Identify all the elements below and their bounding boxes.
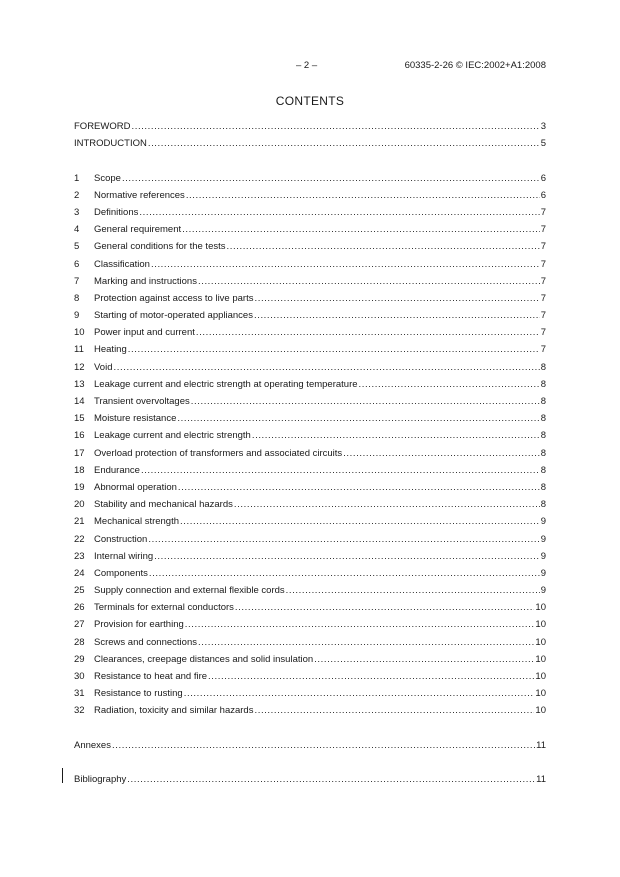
dot-leader (235, 599, 535, 616)
clause-number: 8 (74, 292, 80, 304)
toc-entry-page: 10 (535, 653, 546, 665)
toc-entry-page: 9 (540, 550, 546, 562)
clause-number: 13 (74, 378, 85, 390)
toc-entry-title: Void (94, 361, 113, 373)
toc-entry-title: Overload protection of transformers and associated circuits (94, 447, 343, 459)
dot-leader (343, 445, 540, 462)
toc-entry-title: Abnormal operation (94, 481, 177, 493)
dot-leader (112, 737, 535, 754)
clause-number: 17 (74, 447, 85, 459)
toc-entry-title: Definitions (94, 206, 139, 218)
clause-number: 9 (74, 310, 80, 322)
dot-leader (128, 341, 540, 358)
toc-entry-clause[interactable] (74, 702, 546, 719)
toc-entry-page: 5 (540, 138, 546, 150)
dot-leader (208, 668, 534, 685)
dot-leader (148, 531, 539, 548)
dot-leader (154, 548, 540, 565)
toc-entry-clause[interactable] (74, 462, 546, 479)
toc-entry-title: Starting of motor-operated appliances (94, 310, 253, 322)
clause-number: 2 (74, 189, 80, 201)
toc-entry-page: 8 (540, 361, 546, 373)
dot-leader (254, 307, 540, 324)
dot-leader (196, 324, 540, 341)
dot-leader (149, 565, 540, 582)
clause-number: 22 (74, 533, 85, 545)
toc-entry-clause[interactable] (74, 616, 546, 633)
dot-leader (127, 771, 535, 788)
toc-entry-page: 8 (540, 464, 546, 476)
spacer (74, 754, 546, 771)
spacer (74, 152, 546, 169)
toc-entry-title: Supply connection and external flexible cords (94, 585, 285, 597)
toc-entry-title: Internal wiring (94, 550, 154, 562)
toc-entry-clause[interactable] (74, 565, 546, 582)
clause-number: 6 (74, 258, 80, 270)
clause-number: 11 (74, 344, 84, 356)
toc-entry-clause[interactable] (74, 290, 546, 307)
toc-entry-clause[interactable] (74, 307, 546, 324)
toc-entry-page: 11 (536, 774, 546, 786)
dot-leader (141, 462, 540, 479)
toc-entry-title: Provision for earthing (94, 619, 184, 631)
clause-number: 7 (74, 275, 80, 287)
toc-entry-page: 10 (535, 688, 546, 700)
clause-number: 12 (74, 361, 85, 373)
spacer (74, 720, 546, 737)
toc-entry-clause[interactable] (74, 427, 546, 444)
clause-number: 21 (74, 516, 85, 528)
clause-number: 4 (74, 224, 80, 236)
toc-entry-clause[interactable] (74, 445, 546, 462)
toc-entry-page: 8 (540, 378, 546, 390)
dot-leader (191, 393, 540, 410)
toc-entry-title: Construction (94, 533, 148, 545)
toc-entry-clause[interactable] (74, 634, 546, 651)
toc-entry-title: Leakage current and electric strength (94, 430, 251, 442)
dot-leader (182, 221, 540, 238)
dot-leader (151, 256, 540, 273)
toc-entry-title: Stability and mechanical hazards (94, 499, 233, 511)
table-of-contents (74, 118, 546, 788)
toc-entry-clause[interactable] (74, 531, 546, 548)
dot-leader (114, 359, 540, 376)
standard-reference: 60335-2-26 © IEC:2002+A1:2008 (404, 60, 546, 71)
toc-entry-clause[interactable] (74, 238, 546, 255)
change-bar (62, 768, 63, 783)
dot-leader (122, 170, 540, 187)
toc-entry-page: 7 (540, 258, 546, 270)
toc-entry-title: Moisture resistance (94, 413, 177, 425)
clause-number: 1 (74, 172, 80, 184)
toc-entry-page: 10 (535, 671, 546, 682)
toc-entry-title: Annexes (74, 739, 111, 751)
toc-entry-clause[interactable] (74, 204, 546, 221)
toc-entry-title: Resistance to rusting (94, 688, 183, 700)
dot-leader (131, 118, 539, 135)
toc-entry-clause[interactable] (74, 668, 546, 685)
toc-entry-title: Components (94, 567, 148, 579)
clause-number: 30 (74, 671, 85, 682)
toc-entry-page: 8 (540, 481, 546, 493)
toc-entry-page: 7 (540, 310, 546, 322)
toc-entry-title: Resistance to heat and fire (94, 671, 208, 682)
clause-number: 24 (74, 567, 85, 579)
toc-entry-clause[interactable] (74, 359, 546, 376)
toc-entry-annexes[interactable] (74, 737, 546, 754)
toc-entry-page: 7 (540, 275, 546, 287)
toc-entry-title: Marking and instructions (94, 275, 197, 287)
toc-entry-page: 11 (536, 739, 546, 751)
toc-entry-clause[interactable] (74, 187, 546, 204)
toc-entry-page: 10 (535, 602, 546, 614)
dot-leader (139, 204, 539, 221)
toc-entry-clause[interactable] (74, 496, 546, 513)
toc-entry-bibliography[interactable] (74, 771, 546, 788)
clause-number: 28 (74, 636, 85, 648)
toc-entry-title: Screws and connections (94, 636, 197, 648)
clause-number: 15 (74, 413, 85, 425)
toc-entry-title: Radiation, toxicity and similar hazards (94, 705, 254, 717)
clause-number: 10 (74, 327, 85, 339)
page-number: – 2 – (296, 60, 318, 71)
clause-number: 31 (74, 688, 85, 700)
toc-entry-title: Heating (94, 344, 127, 356)
toc-entry-page: 3 (540, 121, 546, 132)
toc-entry-page: 8 (540, 430, 546, 442)
toc-entry-page: 6 (540, 172, 546, 184)
toc-entry-page: 6 (540, 189, 546, 201)
toc-entry-page: 9 (540, 585, 546, 597)
toc-entry-title: Classification (94, 258, 150, 270)
toc-entry-clause[interactable] (74, 221, 546, 238)
clause-number: 27 (74, 619, 85, 631)
toc-entry-title: Leakage current and electric strength at operating temperature (94, 378, 358, 390)
toc-entry-clause[interactable] (74, 376, 546, 393)
dot-leader (184, 685, 535, 702)
clause-number: 20 (74, 499, 85, 511)
clause-number: 26 (74, 602, 85, 614)
dot-leader (178, 479, 540, 496)
toc-entry-title: FOREWORD (74, 121, 131, 132)
dot-leader (314, 651, 534, 668)
toc-entry-page: 9 (540, 533, 546, 545)
dot-leader (252, 427, 540, 444)
toc-entry-title: INTRODUCTION (74, 138, 147, 150)
toc-entry-clause[interactable] (74, 685, 546, 702)
toc-entry-page: 9 (540, 516, 546, 528)
clause-number: 25 (74, 585, 85, 597)
toc-entry-clause[interactable] (74, 256, 546, 273)
dot-leader (234, 496, 540, 513)
clause-number: 29 (74, 653, 85, 665)
toc-entry-page: 7 (540, 344, 546, 356)
clause-number: 32 (74, 705, 85, 717)
toc-entry-clause[interactable] (74, 341, 546, 358)
dot-leader (148, 135, 540, 152)
toc-entry-title: Normative references (94, 189, 185, 201)
dot-leader (177, 410, 539, 427)
clause-number: 18 (74, 464, 85, 476)
dot-leader (227, 238, 540, 255)
toc-entry-clause[interactable] (74, 170, 546, 187)
toc-entry-clause[interactable] (74, 410, 546, 427)
toc-entry-foreword[interactable] (74, 118, 546, 135)
toc-entry-title: Mechanical strength (94, 516, 180, 528)
toc-entry-page: 10 (535, 619, 546, 631)
toc-entry-clause[interactable] (74, 548, 546, 565)
dot-leader (286, 582, 540, 599)
dot-leader (185, 616, 535, 633)
toc-entry-title: Bibliography (74, 774, 127, 786)
toc-entry-clause[interactable] (74, 393, 546, 410)
dot-leader (186, 187, 540, 204)
toc-entry-page: 9 (540, 567, 546, 579)
toc-entry-page: 7 (540, 292, 546, 304)
toc-entry-page: 10 (535, 705, 546, 717)
toc-entry-clause[interactable] (74, 582, 546, 599)
toc-entry-clause[interactable] (74, 273, 546, 290)
toc-entry-page: 7 (540, 224, 546, 236)
page-header (0, 60, 620, 74)
clause-number: 14 (74, 396, 85, 407)
dot-leader (180, 513, 540, 530)
dot-leader (254, 702, 534, 719)
clause-number: 19 (74, 481, 85, 493)
toc-entry-title: General conditions for the tests (94, 241, 226, 253)
toc-entry-page: 8 (540, 396, 546, 407)
dot-leader (198, 273, 540, 290)
clause-number: 16 (74, 430, 85, 442)
contents-title: CONTENTS (275, 94, 345, 108)
dot-leader (359, 376, 540, 393)
toc-entry-clause[interactable] (74, 479, 546, 496)
toc-entry-title: General requirement (94, 224, 182, 236)
toc-entry-page: 7 (540, 327, 546, 339)
toc-entry-title: Clearances, creepage distances and solid insulation (94, 653, 314, 665)
toc-entry-introduction[interactable] (74, 135, 546, 152)
toc-entry-page: 7 (540, 241, 546, 253)
clause-list (74, 170, 546, 720)
toc-entry-page: 8 (540, 499, 546, 511)
dot-leader (198, 634, 534, 651)
toc-entry-page: 10 (535, 636, 546, 648)
toc-entry-title: Power input and current (94, 327, 195, 339)
clause-number: 3 (74, 206, 80, 218)
toc-entry-clause[interactable] (74, 599, 546, 616)
toc-entry-page: 8 (540, 413, 546, 425)
clause-number: 5 (74, 241, 80, 253)
toc-entry-clause[interactable] (74, 513, 546, 530)
toc-entry-page: 7 (540, 206, 546, 218)
toc-entry-page: 8 (540, 447, 546, 459)
toc-entry-title: Scope (94, 172, 121, 184)
dot-leader (254, 290, 539, 307)
toc-entry-clause[interactable] (74, 651, 546, 668)
toc-entry-clause[interactable] (74, 324, 546, 341)
toc-entry-title: Endurance (94, 464, 140, 476)
toc-entry-title: Transient overvoltages (94, 396, 190, 407)
toc-entry-title: Protection against access to live parts (94, 292, 254, 304)
clause-number: 23 (74, 550, 85, 562)
toc-entry-title: Terminals for external conductors (94, 602, 234, 614)
